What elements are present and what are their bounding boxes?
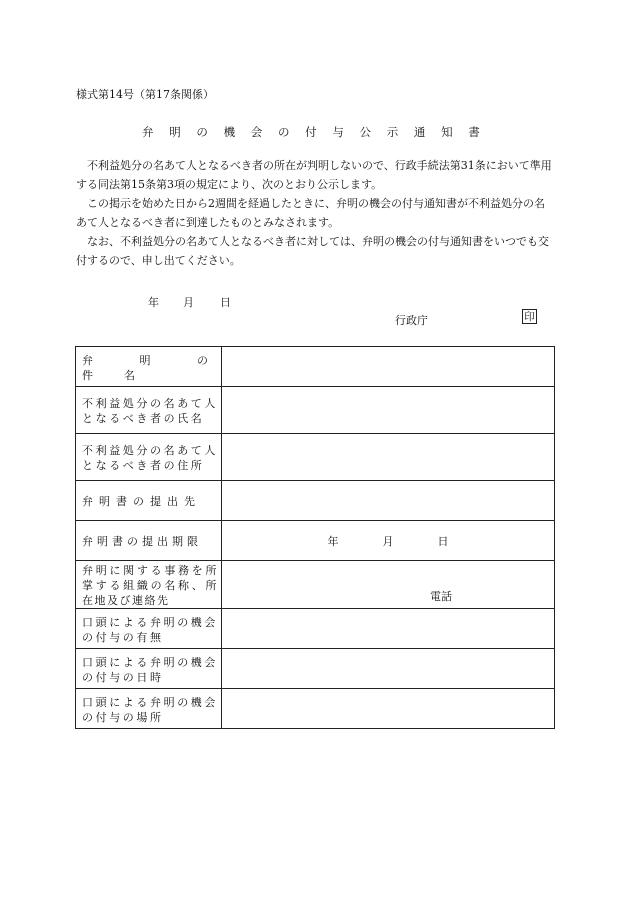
title-char: の	[277, 125, 290, 139]
deadline-month: 月	[382, 534, 394, 548]
deadline-date	[222, 533, 554, 549]
title-char: 与	[332, 125, 344, 139]
deadline-cell	[222, 521, 555, 561]
contact-cell	[222, 561, 555, 609]
row-label: 弁明書の提出先	[76, 481, 222, 521]
table-row	[76, 521, 555, 561]
row-value	[222, 649, 555, 689]
title-char: 機	[223, 125, 236, 139]
row-value	[222, 609, 555, 649]
deadline-year: 年	[327, 534, 339, 548]
date-year: 年	[148, 296, 159, 309]
title-char: 明	[169, 125, 181, 139]
row-label: 弁明書の提出期限	[76, 521, 222, 561]
office-name: 行政庁	[395, 314, 428, 327]
row-value	[222, 347, 555, 387]
row-value	[222, 434, 555, 481]
row-label: 不利益処分の名あて人となるべき者の氏名	[76, 387, 222, 434]
row-label: 口頭による弁明の機会の付与の日時	[76, 649, 222, 689]
row-value	[222, 689, 555, 729]
title-char: 知	[441, 125, 453, 139]
title-char: 公	[359, 125, 371, 139]
table-row	[76, 561, 555, 609]
table-row	[76, 434, 555, 481]
form-number: 様式第14号（第17条関係）	[76, 88, 214, 101]
paragraph: この掲示を始めた日から2週間を経過したときに、弁明の機会の付与通知書が不利益処分の名あて人となるべき者に到達したものとみなされます。	[76, 197, 545, 229]
date-day: 日	[220, 296, 231, 309]
title-char: の	[196, 125, 208, 139]
table-row	[76, 481, 555, 521]
notice-body	[76, 156, 552, 270]
deadline-day: 日	[437, 534, 449, 548]
notice-date	[148, 294, 231, 310]
table-row	[76, 689, 555, 729]
document-title	[142, 124, 495, 140]
table-row	[76, 347, 555, 387]
row-value	[222, 481, 555, 521]
row-label: 弁 明 の 件 名	[76, 347, 222, 387]
row-label: 口頭による弁明の機会の付与の場所	[76, 689, 222, 729]
title-char: 会	[250, 125, 263, 139]
table-row	[76, 609, 555, 649]
paragraph: なお、不利益処分の名あて人となるべき者に対しては、弁明の機会の付与通知書をいつでも交付するので、申し出てください。	[76, 235, 549, 267]
title-char: 示	[386, 125, 399, 139]
row-label: 弁明に関する事務を所掌する組織の名称、所在地及び連絡先	[76, 561, 222, 609]
table-row	[76, 649, 555, 689]
paragraph: 不利益処分の名あて人となるべき者の所在が判明しないので、行政手続法第31条において準用する同法第15条第3項の規定により、次のとおり公示します。	[76, 159, 552, 191]
date-month: 月	[183, 296, 194, 309]
row-value	[222, 387, 555, 434]
title-char: 付	[305, 125, 317, 139]
title-char: 通	[413, 125, 426, 139]
seal-mark: 印	[522, 309, 537, 324]
table-row	[76, 387, 555, 434]
title-char: 書	[468, 125, 480, 139]
notice-table	[75, 346, 555, 729]
title-char: 弁	[142, 125, 154, 139]
phone-label: 電話	[430, 590, 452, 603]
row-label: 不利益処分の名あて人となるべき者の住所	[76, 434, 222, 481]
row-label: 口頭による弁明の機会の付与の有無	[76, 609, 222, 649]
